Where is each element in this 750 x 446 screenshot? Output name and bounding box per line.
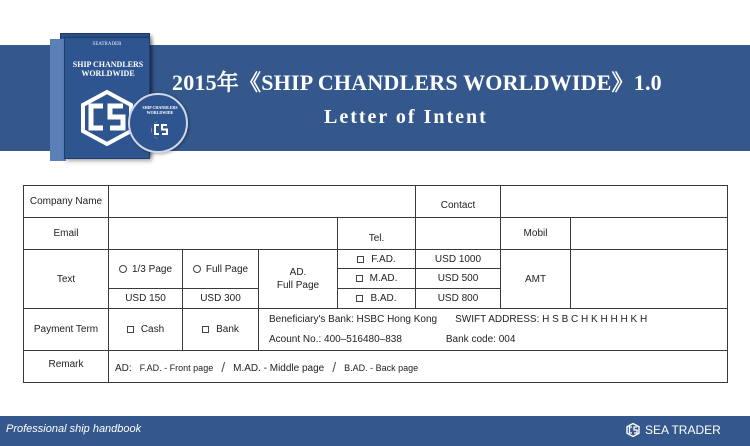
footer-bar [0, 416, 750, 446]
remark-field [109, 351, 728, 383]
option-full-page-label: Full Page [205, 263, 249, 275]
ad-position-options [338, 250, 416, 309]
remark-label: Remark [24, 351, 109, 383]
bank-details-row1 [269, 310, 727, 330]
account-no: Acount No.: 400–516480–838 [269, 333, 402, 345]
remark-front: F.AD. - Front page [139, 362, 214, 373]
option-bank-label: Bank [216, 324, 239, 335]
letter-of-intent-form [23, 185, 728, 383]
option-mad[interactable] [338, 269, 415, 289]
option-bank[interactable] [183, 309, 259, 351]
ad-label-line2: Full Page [276, 280, 320, 291]
checkbox-icon[interactable] [357, 256, 364, 263]
divider-slash: / [332, 358, 337, 375]
footer-brand-label: SEA TRADER [645, 423, 721, 437]
bank-details-row2 [269, 330, 727, 350]
option-fad[interactable] [338, 250, 415, 269]
bank-code: Bank code: 004 [445, 333, 516, 345]
option-mad-label: M.AD. [369, 273, 398, 284]
option-cash[interactable] [109, 309, 183, 351]
bank-details [259, 309, 728, 351]
text-label: Text [24, 250, 109, 309]
contact-field[interactable] [501, 186, 728, 218]
book-publisher: SEATRADER [92, 42, 122, 47]
option-fad-label: F.AD. [371, 254, 396, 265]
price-full-page: USD 300 [183, 289, 259, 309]
cd-disc-image [128, 93, 188, 153]
ad-position-prices [416, 250, 501, 309]
option-full-page[interactable] [183, 250, 259, 289]
remark-middle: M.AD. - Middle page [233, 362, 325, 374]
footer-brand [626, 423, 721, 437]
amt-label: AMT [501, 250, 571, 309]
sea-trader-logo-icon [626, 423, 640, 437]
ad-label-line1: AD. [289, 267, 307, 278]
checkbox-icon[interactable] [127, 326, 134, 333]
beneficiary-bank: Beneficiary's Bank: HSBC Hong Kong [269, 313, 438, 325]
cs-logo-icon [79, 90, 135, 146]
disc-logo-icon [150, 119, 172, 141]
remark-ad-prefix: AD: [115, 362, 132, 374]
option-third-page-label: 1/3 Page [131, 263, 173, 275]
option-bad[interactable] [338, 289, 415, 308]
checkbox-icon[interactable] [356, 295, 363, 302]
radio-icon[interactable] [193, 265, 201, 273]
footer-tagline: Professional ship handbook [6, 423, 142, 435]
mobil-field[interactable] [571, 218, 728, 250]
email-field[interactable] [109, 218, 338, 250]
contact-label: Contact [416, 186, 501, 218]
page-title: 2015年《SHIP CHANDLERS WORLDWIDE》1.0 [172, 70, 662, 95]
ad-full-page-label [259, 250, 338, 309]
payment-term-label: Payment Term [24, 309, 109, 351]
tel-field[interactable] [416, 218, 501, 250]
option-bad-label: B.AD. [370, 293, 397, 304]
remark-back: B.AD. - Back page [344, 362, 419, 373]
email-label: Email [24, 218, 109, 250]
page-subtitle: Letter of Intent [324, 106, 488, 128]
form-row-email [24, 218, 728, 250]
mobil-label: Mobil [501, 218, 571, 250]
option-cash-label: Cash [140, 324, 165, 335]
form-row-remark [24, 351, 728, 383]
company-name-field[interactable] [109, 186, 416, 218]
price-fad: USD 1000 [416, 250, 500, 269]
book-title: SHIP CHANDLERS WORLDWIDE [72, 60, 144, 78]
price-third-page: USD 150 [109, 289, 183, 309]
checkbox-icon[interactable] [202, 326, 209, 333]
amt-field[interactable] [571, 250, 728, 309]
form-row-payment [24, 309, 728, 351]
price-bad: USD 800 [437, 293, 479, 304]
radio-icon[interactable] [119, 265, 127, 273]
price-mad: USD 500 [416, 269, 500, 289]
swift-address: SWIFT ADDRESS: H S B C H K H H H K H [455, 313, 648, 325]
form-row-text-options [24, 250, 728, 289]
option-third-page[interactable] [109, 250, 183, 289]
form-row-company [24, 186, 728, 218]
tel-label: Tel. [338, 218, 416, 250]
company-name-label: Company Name [24, 186, 109, 218]
disc-title: SHIP CHANDLERS WORLDWIDE [142, 105, 178, 115]
checkbox-icon[interactable] [356, 275, 363, 282]
divider-slash: / [221, 358, 226, 375]
